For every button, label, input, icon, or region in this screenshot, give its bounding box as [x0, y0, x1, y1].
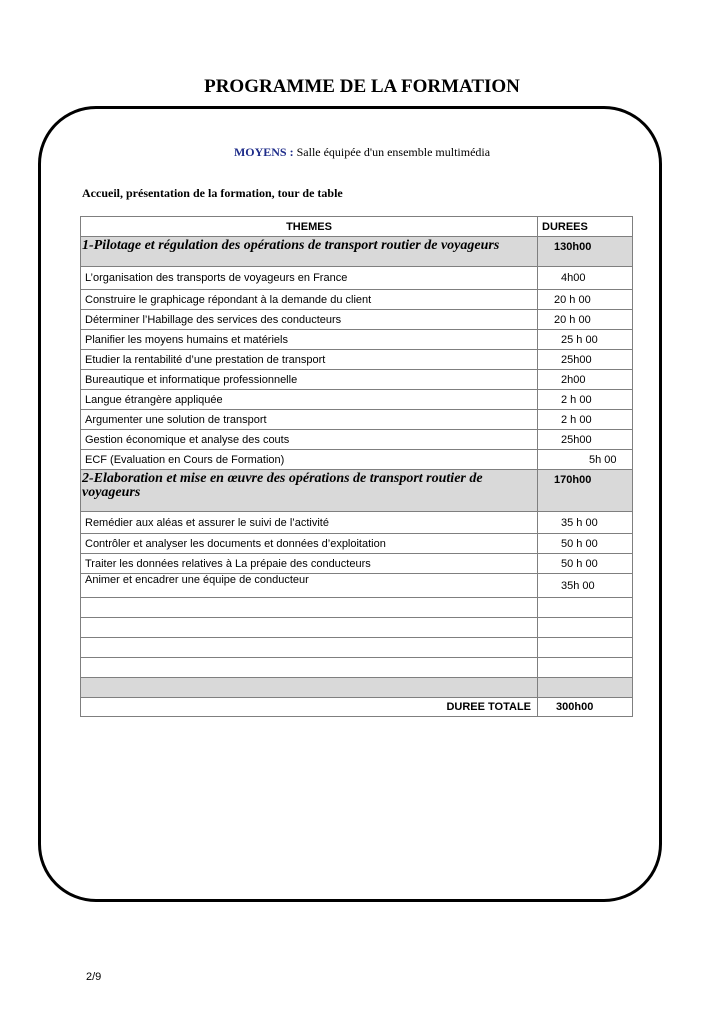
empty-row [81, 598, 633, 618]
row-duration: 35 h 00 [538, 512, 633, 534]
intro-line: Accueil, présentation de la formation, tour de table [82, 186, 343, 200]
table-row [81, 290, 633, 310]
table-row [81, 534, 633, 554]
header-themes: THEMES [81, 217, 538, 237]
row-theme: Etudier la rentabilité d’une prestation de transport [81, 350, 538, 370]
programme-table [80, 216, 633, 717]
row-theme: Contrôler et analyser les documents et données d’exploitation [81, 534, 538, 554]
row-duration: 25h00 [538, 350, 633, 370]
table-row [81, 430, 633, 450]
row-duration: 20 h 00 [538, 290, 633, 310]
row-theme: Langue étrangère appliquée [81, 390, 538, 410]
row-duration: 20 h 00 [538, 310, 633, 330]
total-value: 300h00 [538, 698, 633, 717]
row-duration: 2 h 00 [538, 410, 633, 430]
moyens-label: MOYENS : [233, 145, 294, 159]
row-duration: 50 h 00 [538, 534, 633, 554]
moyens-line [0, 145, 724, 160]
table-row [81, 450, 633, 470]
moyens-text: Salle équipée d'un ensemble multimédia [296, 145, 491, 159]
table-row [81, 554, 633, 574]
section-row [81, 470, 633, 512]
row-duration: 4h00 [538, 267, 633, 290]
row-theme: ECF (Evaluation en Cours de Formation) [81, 450, 538, 470]
row-theme: Remédier aux aléas et assurer le suivi de l’activité [81, 512, 538, 534]
table-row [81, 350, 633, 370]
page-title: PROGRAMME DE LA FORMATION [204, 76, 520, 97]
section-title: 2-Elaboration et mise en œuvre des opérations de transport routier de voyageurs [81, 470, 538, 512]
row-theme: Construire le graphicage répondant à la demande du client [81, 290, 538, 310]
row-theme: Bureautique et informatique professionnelle [81, 370, 538, 390]
header-durees: DUREES [538, 217, 633, 237]
row-theme: L’organisation des transports de voyageurs en France [81, 267, 538, 290]
row-theme: Argumenter une solution de transport [81, 410, 538, 430]
table-row [81, 330, 633, 350]
total-label: DUREE TOTALE [81, 698, 538, 717]
table-row [81, 267, 633, 290]
row-duration: 35h 00 [538, 574, 633, 598]
row-duration: 25h00 [538, 430, 633, 450]
table-header-row [81, 217, 633, 237]
row-duration: 50 h 00 [538, 554, 633, 574]
row-theme: Déterminer l’Habillage des services des conducteurs [81, 310, 538, 330]
section-duration: 130h00 [538, 237, 633, 267]
section-row [81, 237, 633, 267]
row-duration: 2 h 00 [538, 390, 633, 410]
empty-row [81, 618, 633, 638]
row-theme: Gestion économique et analyse des couts [81, 430, 538, 450]
section-duration: 170h00 [538, 470, 633, 512]
row-duration: 2h00 [538, 370, 633, 390]
page-number: 2/9 [86, 971, 102, 983]
table-row [81, 310, 633, 330]
row-theme: Planifier les moyens humains et matériels [81, 330, 538, 350]
empty-row [81, 658, 633, 678]
table-row [81, 512, 633, 534]
total-row [81, 698, 633, 717]
table-row [81, 370, 633, 390]
section-title: 1-Pilotage et régulation des opérations de transport routier de voyageurs [81, 237, 538, 267]
empty-row-shaded [81, 678, 633, 698]
table-row [81, 574, 633, 598]
table-row [81, 390, 633, 410]
row-duration: 25 h 00 [538, 330, 633, 350]
row-theme: Traiter les données relatives à La prépaie des conducteurs [81, 554, 538, 574]
row-theme: Animer et encadrer une équipe de conducteur [81, 574, 538, 598]
empty-row [81, 638, 633, 658]
row-duration: 5h 00 [538, 450, 633, 470]
table-row [81, 410, 633, 430]
